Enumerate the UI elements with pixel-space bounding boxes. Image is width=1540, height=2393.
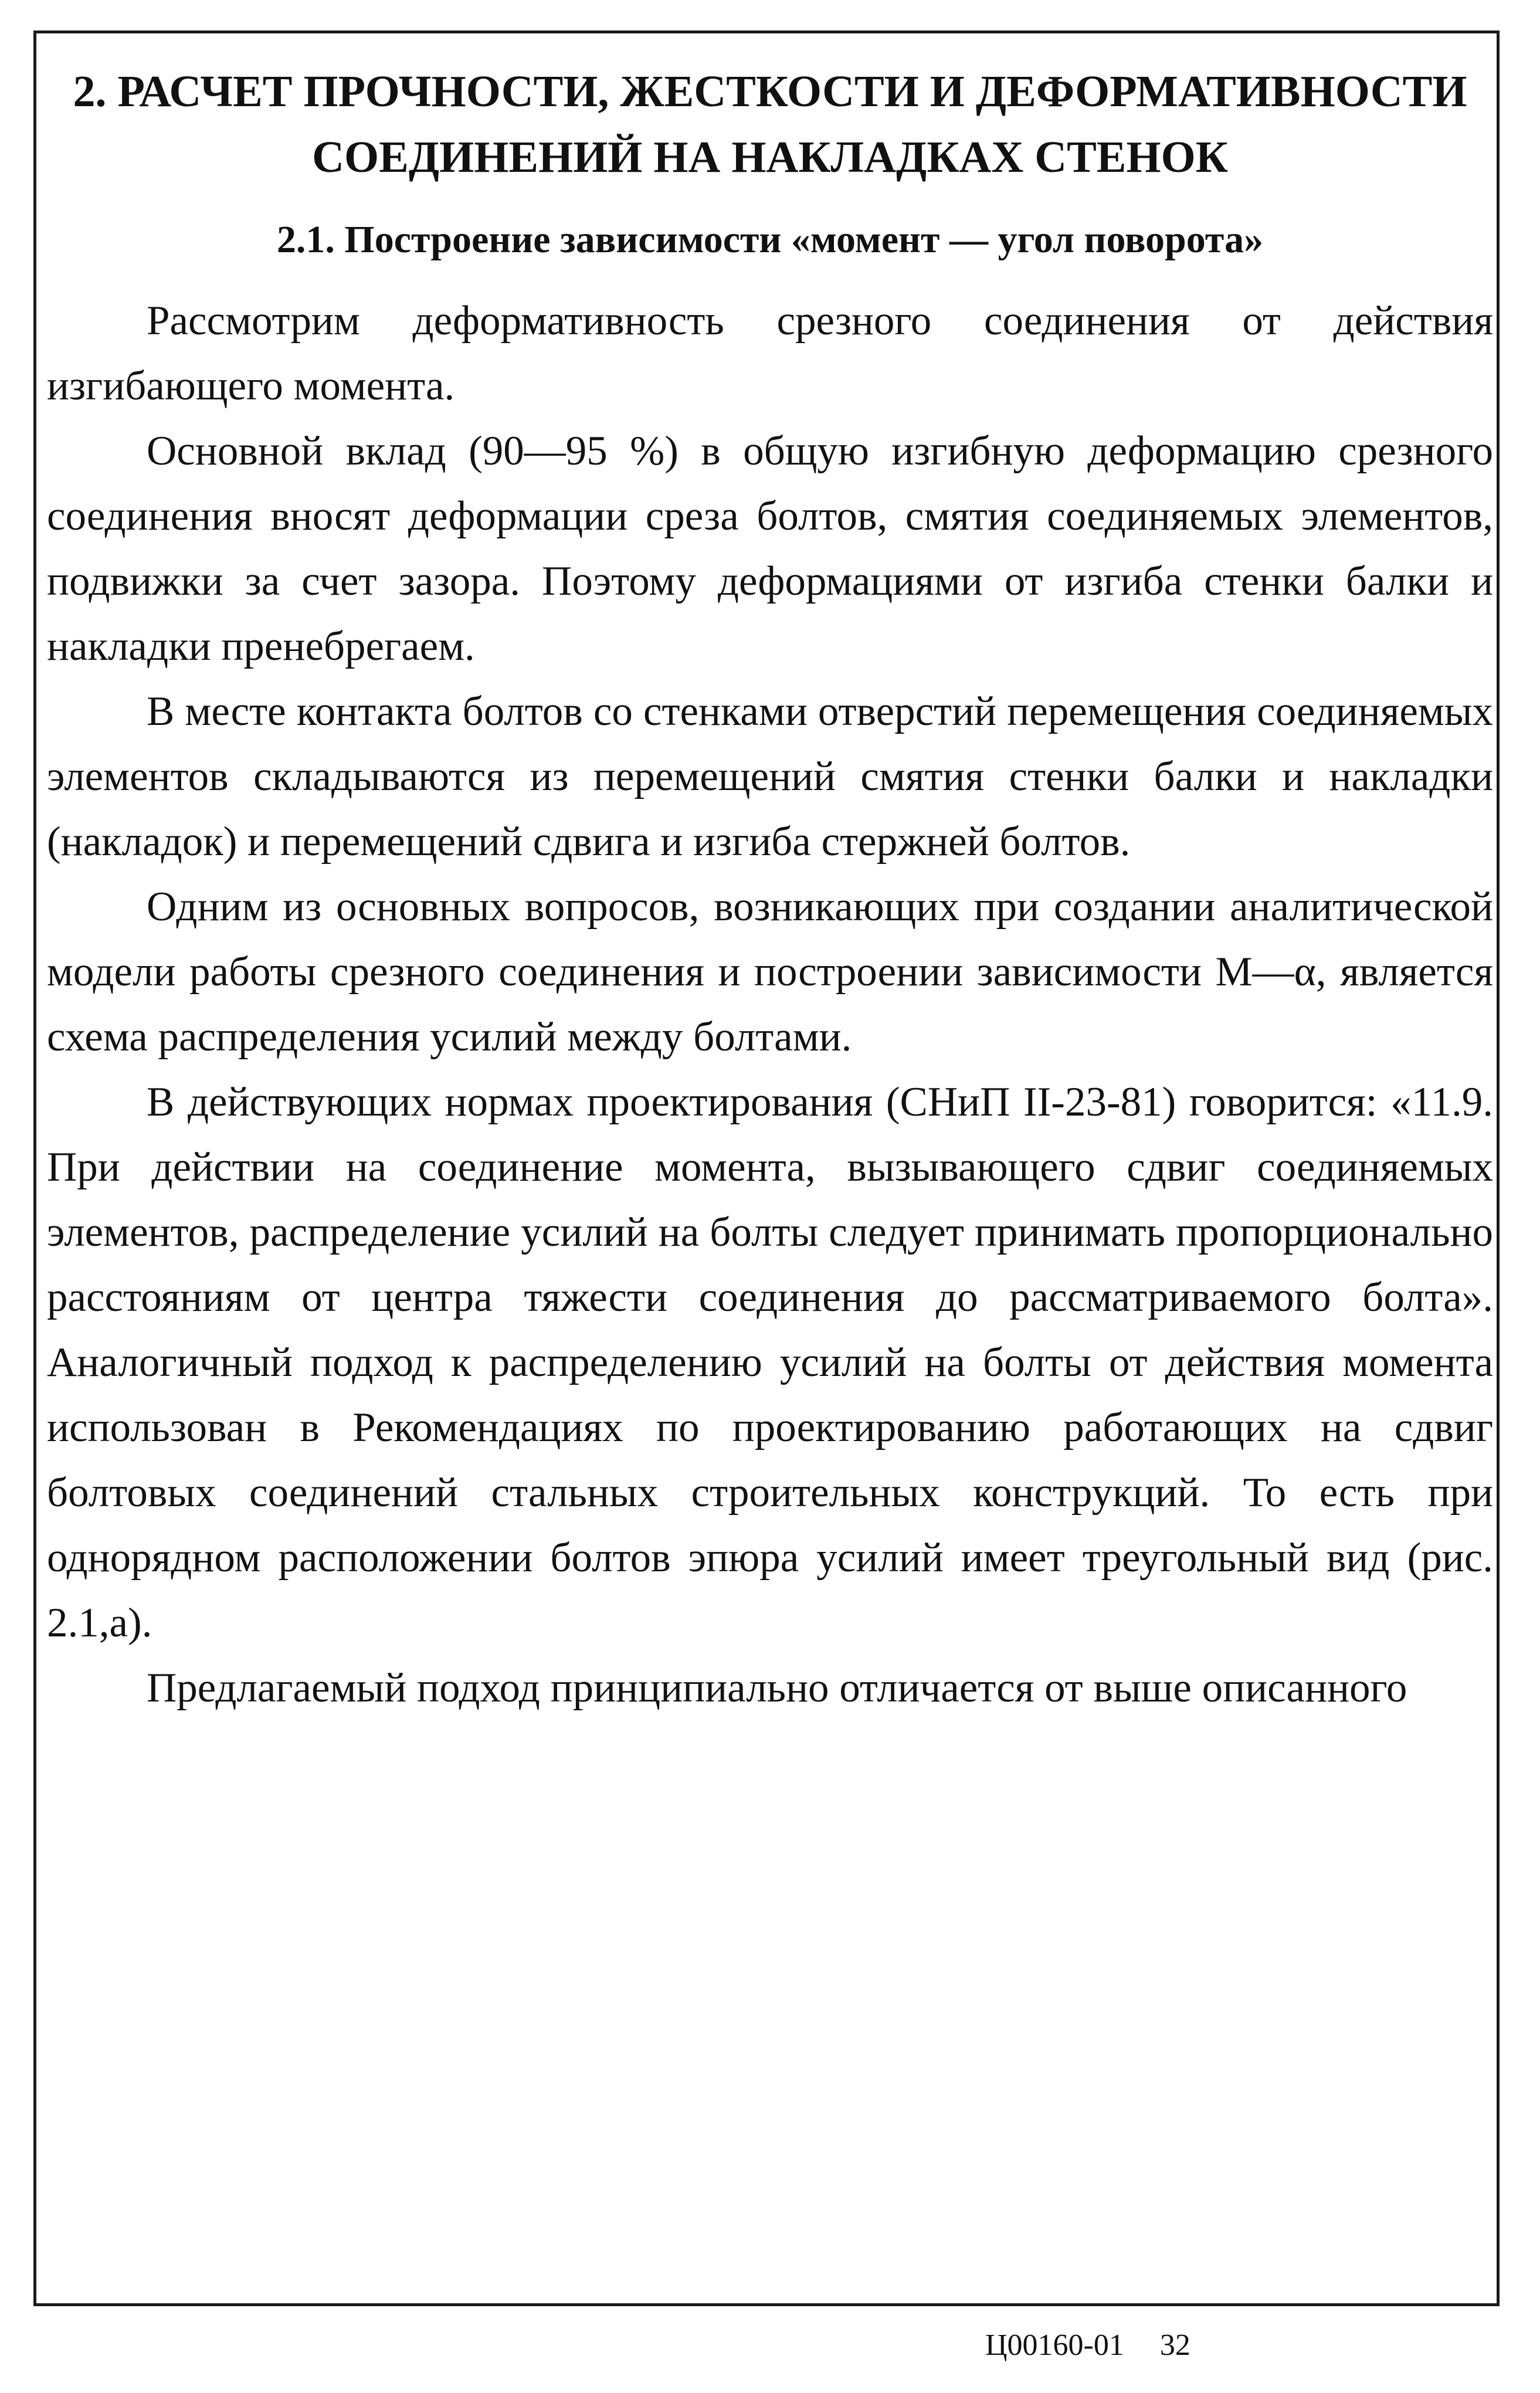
section-title-line-2: СОЕДИНЕНИЙ НА НАКЛАДКАХ СТЕНОК [312, 133, 1228, 182]
section-title [47, 59, 1493, 190]
paragraph-1: Рассмотрим деформативность срезного соединения от действия изгибающего момента. [47, 298, 1493, 409]
paragraph-6: Предлагаемый подход принципиально отличается от выше описанного [147, 1665, 1407, 1711]
paragraph-4: Одним из основных вопросов, возникающих при создании аналитической модели работы срезного соединения и построении зависимости М—α, является схема распределения усилий между болтами. [47, 884, 1493, 1060]
paragraph-2: Основной вклад (90—95 %) в общую изгибную деформацию срезного соединения вносят деформации среза болтов, смятия соединяемых элементов, подвижки за счет зазора. Поэтому деформациями от изгиба стенки балки и накладки пренебрегаем. [47, 428, 1493, 669]
page-content [47, 59, 1493, 1721]
paragraph-5: В действующих нормах проектирования (СНиП II-23-81) говорится: «11.9. При действии на соединение момента, вызывающего сдвиг соединяемых элементов, распределение усилий на болты следует принимать пропорционально расстояниям от центра тяжести соединения до рассматриваемого болта». Аналогичный подход к распределению усилий на болты от действия момента использован в Рекомендациях по проектированию работающих на сдвиг болтовых соединений стальных строительных конструкций. То есть при однорядном расположении болтов эпюра усилий имеет треугольный вид (рис. 2.1,а). [47, 1079, 1493, 1646]
subsection-title: 2.1. Построение зависимости «момент — угол поворота» [276, 218, 1264, 261]
page-number: 32 [1159, 2328, 1190, 2362]
section-title-line-1: 2. РАСЧЕТ ПРОЧНОСТИ, ЖЕСТКОСТИ И ДЕФОРМАТИВНОСТИ [73, 67, 1467, 116]
paragraph-3: В месте контакта болтов со стенками отверстий перемещения соединяемых элементов складываются из перемещений смятия стенки балки и накладки (накладок) и перемещений сдвига и изгиба стержней болтов. [47, 689, 1493, 865]
page-footer [985, 2325, 1190, 2366]
document-code: Ц00160-01 [985, 2328, 1124, 2362]
